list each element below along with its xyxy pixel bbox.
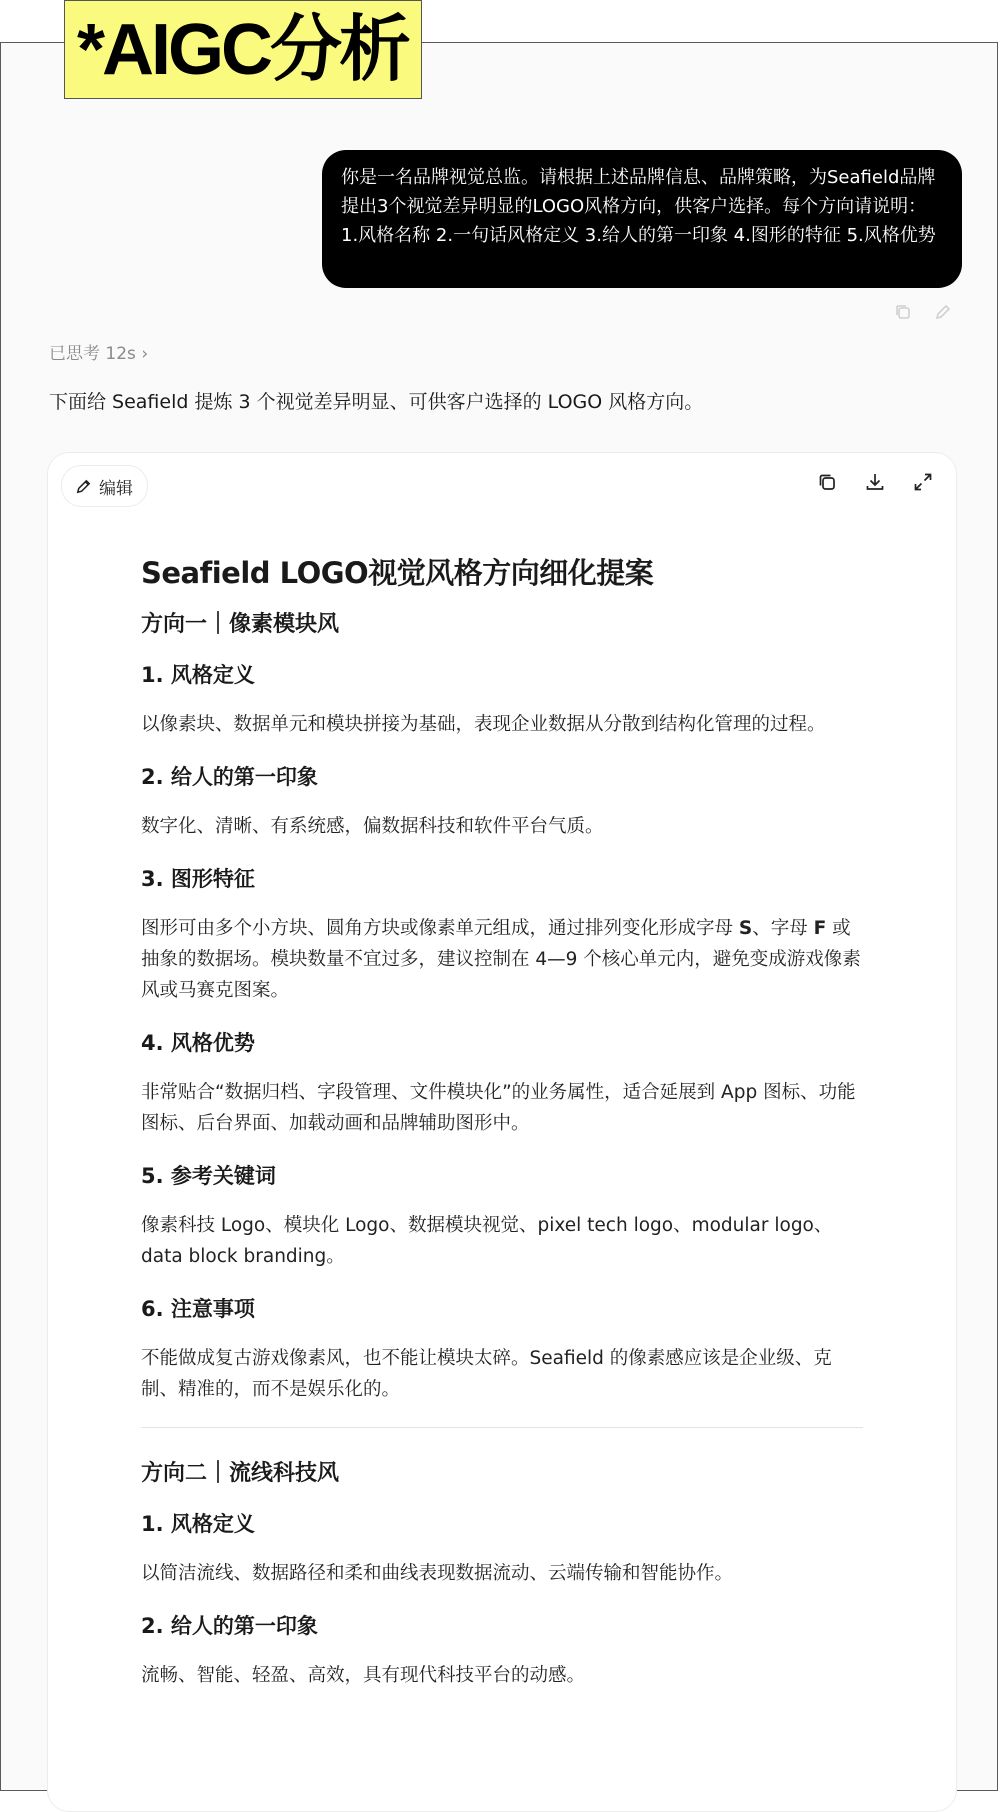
text-segment: 或抽象的数据场。模块数量不宜过多，建议控制在 4—9 个核心单元内，避免变成游戏像素风或马赛克图案。 <box>141 918 861 1001</box>
message-actions <box>893 302 953 322</box>
text-segment: 图形可由多个小方块、圆角方块或像素单元组成，通过排列变化形成字母 <box>141 918 739 939</box>
thought-label: 已思考 12s <box>49 344 136 364</box>
item-text: 不能做成复古游戏像素风，也不能让模块太碎。Seafield 的像素感应该是企业级、克制、精准的，而不是娱乐化的。 <box>141 1348 832 1400</box>
section-heading: 方向一｜像素模块风 <box>141 612 340 637</box>
section-heading: 方向二｜流线科技风 <box>141 1461 340 1486</box>
item-text: 非常贴合“数据归档、字段管理、文件模块化”的业务属性，适合延展到 App 图标、功能图标、后台界面、加载动画和品牌辅助图形中。 <box>141 1082 856 1134</box>
item-text: 以简洁流线、数据路径和柔和曲线表现数据流动、云端传输和智能协作。 <box>141 1563 734 1584</box>
download-icon[interactable] <box>864 471 886 493</box>
copy-icon[interactable] <box>816 471 838 493</box>
item-text: 像素科技 Logo、模块化 Logo、数据模块视觉、pixel tech logo、modular logo、data block branding。 <box>141 1215 833 1267</box>
item-heading: 3. 图形特征 <box>141 867 255 891</box>
pencil-icon <box>74 477 93 496</box>
user-message-bubble: 你是一名品牌视觉总监。请根据上述品牌信息、品牌策略，为Seafield品牌提出3个视觉差异明显的LOGO风格方向，供客户选择。每个方向请说明：1.风格名称 2.一句话风格定义 3.给人的第一印象 4.图形的特征 5.风格优势 <box>322 150 962 288</box>
copy-icon[interactable] <box>893 302 913 322</box>
item-heading: 2. 给人的第一印象 <box>141 1614 318 1638</box>
item-text: 数字化、清晰、有系统感，偏数据科技和软件平台气质。 <box>141 816 604 837</box>
assistant-intro: 下面给 Seafield 提炼 3 个视觉差异明显、可供客户选择的 LOGO 风格方向。 <box>49 391 704 413</box>
item-text <box>141 913 863 1006</box>
section-divider <box>141 1427 863 1428</box>
item-heading: 6. 注意事项 <box>141 1297 255 1321</box>
chevron-right-icon: › <box>141 344 149 364</box>
item-heading: 1. 风格定义 <box>141 1512 255 1536</box>
section-two <box>141 1458 863 1691</box>
pencil-icon[interactable] <box>933 302 953 322</box>
edit-button[interactable] <box>61 465 148 507</box>
aigc-tag: *AIGC分析 <box>64 0 422 99</box>
expand-icon[interactable] <box>912 471 934 493</box>
document-card <box>47 452 957 1812</box>
document-body <box>141 553 863 1713</box>
item-heading: 2. 给人的第一印象 <box>141 765 318 789</box>
bold-letter-f: F <box>813 918 827 939</box>
thought-toggle[interactable] <box>49 339 148 364</box>
text-segment: 、字母 <box>752 918 814 939</box>
item-heading: 5. 参考关键词 <box>141 1164 276 1188</box>
bold-letter-s: S <box>738 918 753 939</box>
item-text: 流畅、智能、轻盈、高效，具有现代科技平台的动感。 <box>141 1665 586 1686</box>
document-title: Seafield LOGO视觉风格方向细化提案 <box>141 556 654 590</box>
item-heading: 1. 风格定义 <box>141 663 255 687</box>
edit-label: 编辑 <box>99 478 133 499</box>
card-toolbar <box>816 471 934 493</box>
item-text: 以像素块、数据单元和模块拼接为基础，表现企业数据从分散到结构化管理的过程。 <box>141 714 826 735</box>
item-heading: 4. 风格优势 <box>141 1031 255 1055</box>
